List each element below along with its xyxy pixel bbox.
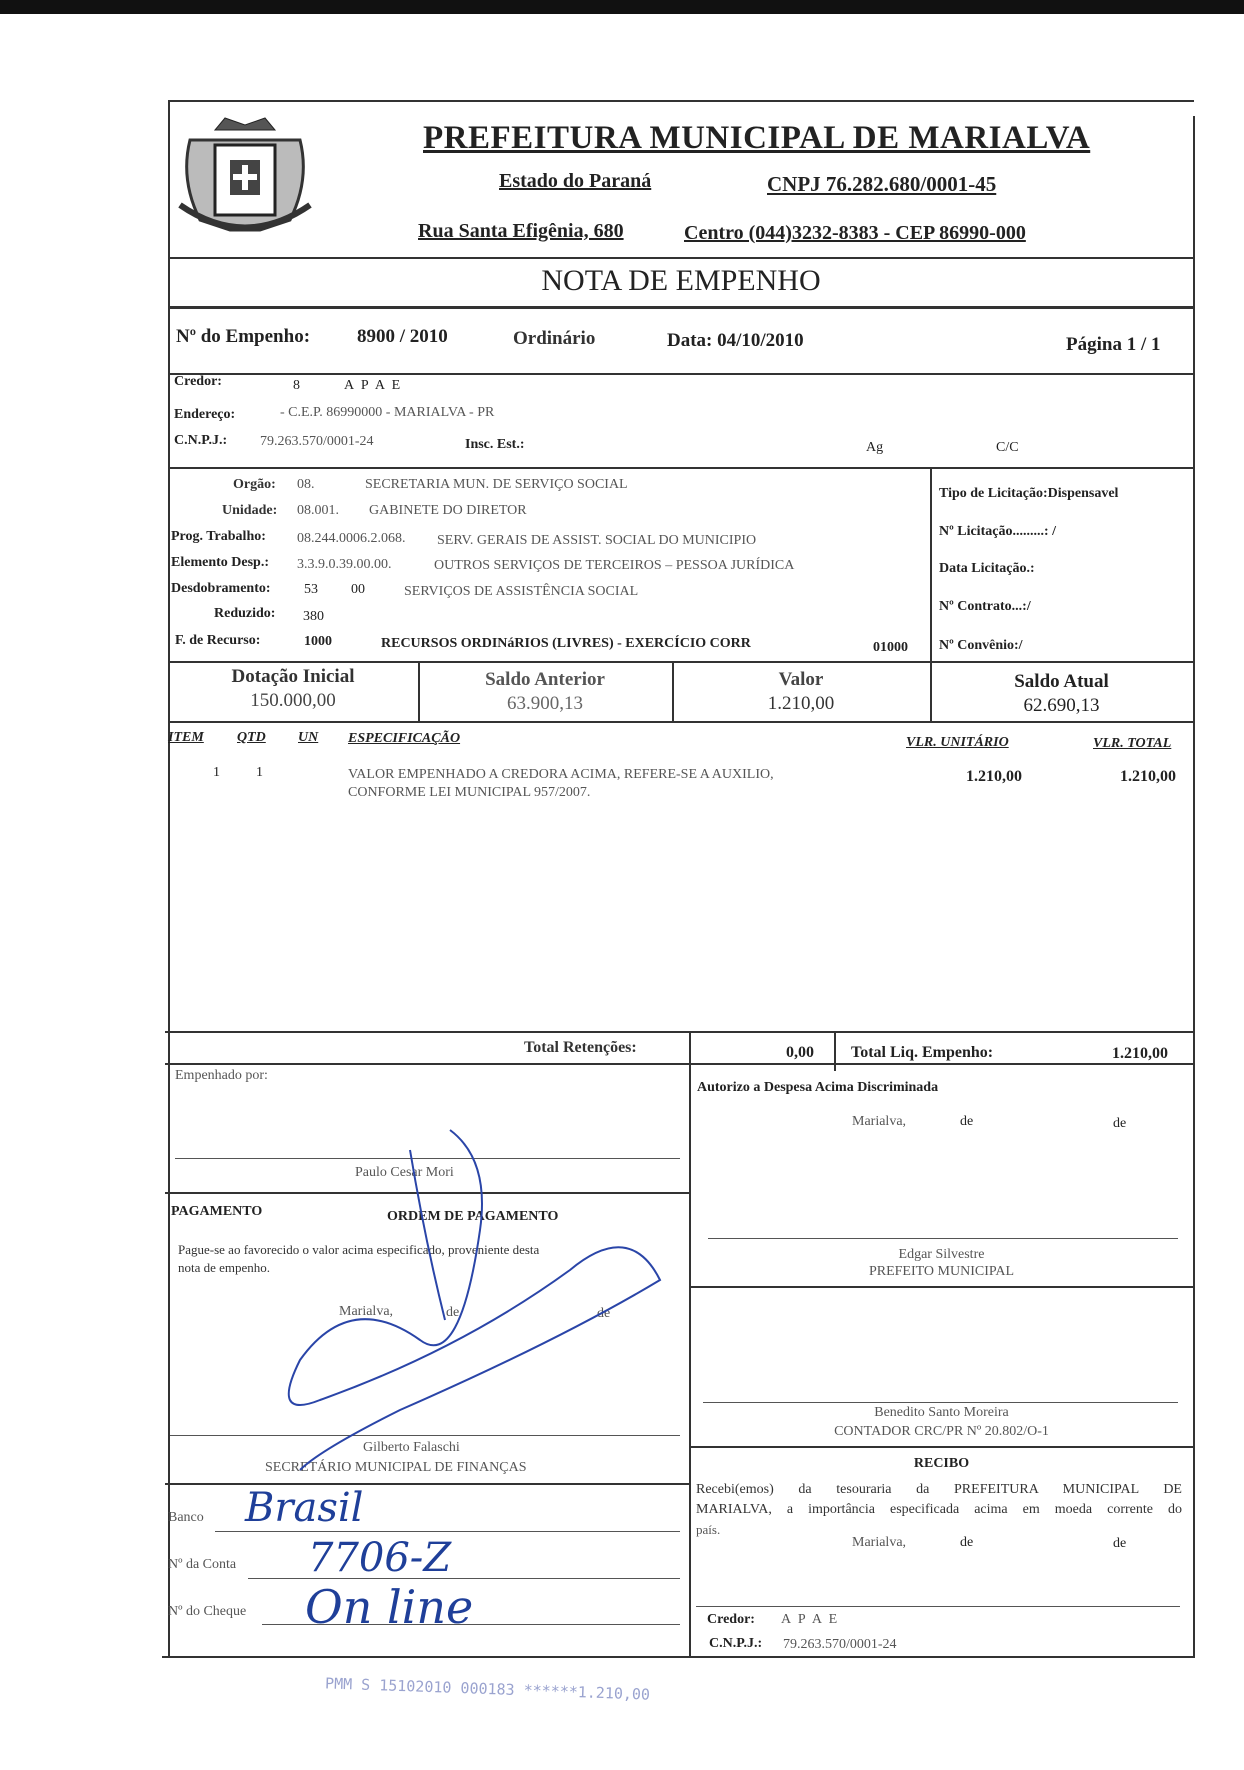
numero-contrato: Nº Contrato...:/ [939, 599, 1031, 614]
banco-handwritten: Brasil [245, 1485, 364, 1531]
desdobramento-label: Desdobramento: [171, 581, 271, 596]
pagamento-de1: de [446, 1305, 460, 1320]
divider [689, 1446, 1194, 1448]
reduzido-label: Reduzido: [214, 606, 276, 621]
data-licitacao: Data Licitação.: [939, 561, 1035, 576]
recurso-code: 1000 [304, 634, 332, 649]
row-qtd: 1 [256, 765, 263, 780]
recibo-title: RECIBO [913, 1456, 970, 1471]
frame-left [168, 100, 170, 1656]
field-line [215, 1531, 680, 1532]
total-retencoes-label: Total Retenções: [524, 1039, 637, 1056]
frame-bottom [162, 1656, 1194, 1658]
pagamento-de2: de [597, 1306, 611, 1321]
state-name: Estado do Paraná [499, 170, 652, 192]
recurso-name: RECURSOS ORDINáRIOS (LIVRES) - EXERCÍCIO CORR [381, 636, 751, 651]
saldo-atual-label: Saldo Atual [1014, 671, 1109, 692]
credor-address-label: Endereço: [174, 407, 236, 422]
valor-label: Valor [778, 669, 824, 690]
divider [168, 661, 1194, 663]
prog-name: SERV. GERAIS DE ASSIST. SOCIAL DO MUNICIPIO [437, 533, 757, 548]
credor-label: Credor: [174, 374, 222, 389]
credor-cnpj-label: C.N.P.J.: [174, 433, 228, 448]
autorizo-de2: de [1113, 1116, 1127, 1131]
recurso-code2: 01000 [873, 640, 908, 655]
pagamento-text-line1: Pague-se ao favorecido o valor acima especificado, proveniente desta [178, 1242, 540, 1257]
recibo-de1: de [960, 1535, 974, 1550]
unidade-code: 08.001. [297, 503, 339, 518]
conta-handwritten: 7706-Z [308, 1535, 452, 1581]
pagamento-text-line2: nota de empenho. [178, 1260, 271, 1275]
saldo-atual-value: 62.690,13 [1023, 695, 1100, 716]
divider [689, 1031, 691, 1656]
signature-line [703, 1402, 1178, 1403]
prefeitura-cnpj: CNPJ 76.282.680/0001-45 [767, 172, 997, 196]
cheque-label: Nº do Cheque [168, 1604, 247, 1619]
orgao-name: SECRETARIA MUN. DE SERVIÇO SOCIAL [365, 477, 628, 492]
dotacao-value: 150.000,00 [250, 690, 336, 711]
credor-name: A P A E [344, 378, 403, 393]
tipo-licitacao: Tipo de Licitação:Dispensavel [939, 486, 1119, 501]
signature-line [708, 1238, 1178, 1239]
pagamento-title: PAGAMENTO [171, 1204, 263, 1219]
recibo-text-line2: MARIALVA, a importância especificada acima em moeda corrente do [696, 1502, 1182, 1517]
secretario-name: Gilberto Falaschi [363, 1440, 460, 1455]
prog-label: Prog. Trabalho: [171, 529, 266, 544]
contador-name: Benedito Santo Moreira [874, 1405, 1009, 1420]
divider [165, 1031, 1194, 1033]
header-vlr-total: VLR. TOTAL [1093, 736, 1172, 751]
reduzido-value: 380 [303, 609, 324, 624]
signature-scribble [260, 1120, 680, 1500]
total-liquido-label: Total Liq. Empenho: [851, 1044, 994, 1061]
divider [168, 467, 1194, 469]
recibo-cnpj: 79.263.570/0001-24 [783, 1637, 897, 1652]
empenho-type: Ordinário [513, 328, 596, 349]
insc-est-label: Insc. Est.: [465, 437, 525, 452]
cheque-handwritten: On line [305, 1580, 474, 1634]
prefeito-role: PREFEITO MUNICIPAL [868, 1264, 1015, 1279]
credor-cnpj: 79.263.570/0001-24 [260, 434, 374, 449]
center-phone-cep: Centro (044)3232-8383 - CEP 86990-000 [684, 222, 1026, 244]
numero-convenio: Nº Convênio:/ [939, 638, 1023, 653]
row-item: 1 [213, 765, 220, 780]
doc-title: NOTA DE EMPENHO [541, 264, 821, 297]
row-vlr-total: 1.210,00 [1120, 768, 1176, 785]
header-un: UN [298, 730, 319, 745]
empenho-date: Data: 04/10/2010 [667, 330, 804, 351]
elemento-code: 3.3.9.0.39.00.00. [297, 557, 392, 572]
recibo-credor-name: A P A E [781, 1612, 840, 1627]
autorizo-title: Autorizo a Despesa Acima Discriminada [697, 1080, 939, 1095]
prefeito-name: Edgar Silvestre [898, 1247, 985, 1262]
desdobramento-code1: 53 [304, 582, 318, 597]
recibo-de2: de [1113, 1536, 1127, 1551]
divider [930, 467, 932, 662]
header-especificacao: ESPECIFICAÇÃO [348, 731, 461, 746]
divider [168, 721, 1194, 723]
orgao-label: Orgão: [233, 477, 276, 492]
frame-top [168, 100, 1194, 102]
credor-address: - C.E.P. 86990000 - MARIALVA - PR [280, 405, 495, 420]
row-vlr-unitario: 1.210,00 [966, 768, 1022, 785]
saldo-anterior-label: Saldo Anterior [485, 669, 605, 690]
autorizo-de1: de [960, 1114, 974, 1129]
empenho-number: 8900 / 2010 [357, 326, 448, 347]
autorizo-city: Marialva, [852, 1114, 907, 1129]
pagamento-city: Marialva, [339, 1304, 394, 1319]
empenho-number-label: Nº do Empenho: [176, 326, 311, 347]
recibo-text-line3: país. [696, 1522, 721, 1537]
recibo-cnpj-label: C.N.P.J.: [709, 1636, 763, 1651]
numero-licitacao: Nº Licitação.........: / [939, 524, 1056, 539]
header-qtd: QTD [237, 730, 266, 745]
prefeitura-title: PREFEITURA MUNICIPAL DE MARIALVA [423, 120, 1091, 156]
unidade-name: GABINETE DO DIRETOR [369, 503, 527, 518]
empenhado-por-label: Empenhado por: [175, 1068, 268, 1083]
elemento-name: OUTROS SERVIÇOS DE TERCEIROS – PESSOA JURÍDICA [434, 558, 795, 573]
divider [834, 1031, 836, 1071]
credor-code: 8 [293, 378, 300, 393]
divider [168, 373, 1194, 375]
row-especificacao-line2: CONFORME LEI MUNICIPAL 957/2007. [348, 785, 591, 800]
page-number: Página 1 / 1 [1066, 334, 1161, 355]
orgao-code: 08. [297, 477, 315, 492]
total-retencoes-value: 0,00 [786, 1044, 814, 1061]
saldo-anterior-value: 63.900,13 [507, 693, 583, 714]
dotacao-label: Dotação Inicial [231, 666, 355, 687]
desdobramento-code2: 00 [351, 582, 365, 597]
recibo-city: Marialva, [852, 1535, 907, 1550]
divider [689, 1286, 1194, 1288]
address: Rua Santa Efigênia, 680 [418, 220, 624, 242]
elemento-label: Elemento Desp.: [171, 555, 269, 570]
recibo-text-line1: Recebi(emos) da tesouraria da PREFEITURA MUNICIPAL DE [696, 1482, 1182, 1497]
empenhado-name: Paulo Cesar Mori [355, 1165, 454, 1180]
banco-label: Banco [168, 1510, 204, 1525]
ag-label: Ag [866, 440, 884, 455]
divider [168, 306, 1194, 309]
cc-label: C/C [996, 440, 1019, 455]
valor-value: 1.210,00 [767, 693, 835, 714]
header-item: ITEM [168, 730, 204, 745]
divider [168, 257, 1194, 259]
payment-stamp: PMM S 15102010 000183 ******1.210,00 [324, 1674, 651, 1704]
scan-top-border [0, 0, 1244, 14]
secretario-role: SECRETÁRIO MUNICIPAL DE FINANÇAS [265, 1460, 527, 1475]
conta-label: Nº da Conta [168, 1557, 237, 1572]
ordem-pagamento-title: ORDEM DE PAGAMENTO [387, 1209, 559, 1224]
coat-of-arms-logo [170, 110, 320, 245]
signature-line [696, 1606, 1180, 1607]
divider [165, 1063, 1194, 1065]
unidade-label: Unidade: [222, 503, 278, 518]
desdobramento-name: SERVIÇOS DE ASSISTÊNCIA SOCIAL [404, 584, 639, 599]
recurso-label: F. de Recurso: [175, 633, 261, 648]
total-liquido-value: 1.210,00 [1112, 1045, 1168, 1062]
contador-role: CONTADOR CRC/PR Nº 20.802/O-1 [834, 1424, 1049, 1439]
recibo-credor-label: Credor: [707, 1612, 755, 1627]
prog-code: 08.244.0006.2.068. [297, 531, 406, 546]
header-vlr-unitario: VLR. UNITÁRIO [906, 735, 1009, 750]
row-especificacao-line1: VALOR EMPENHADO A CREDORA ACIMA, REFERE-SE A AUXILIO, [348, 767, 774, 782]
